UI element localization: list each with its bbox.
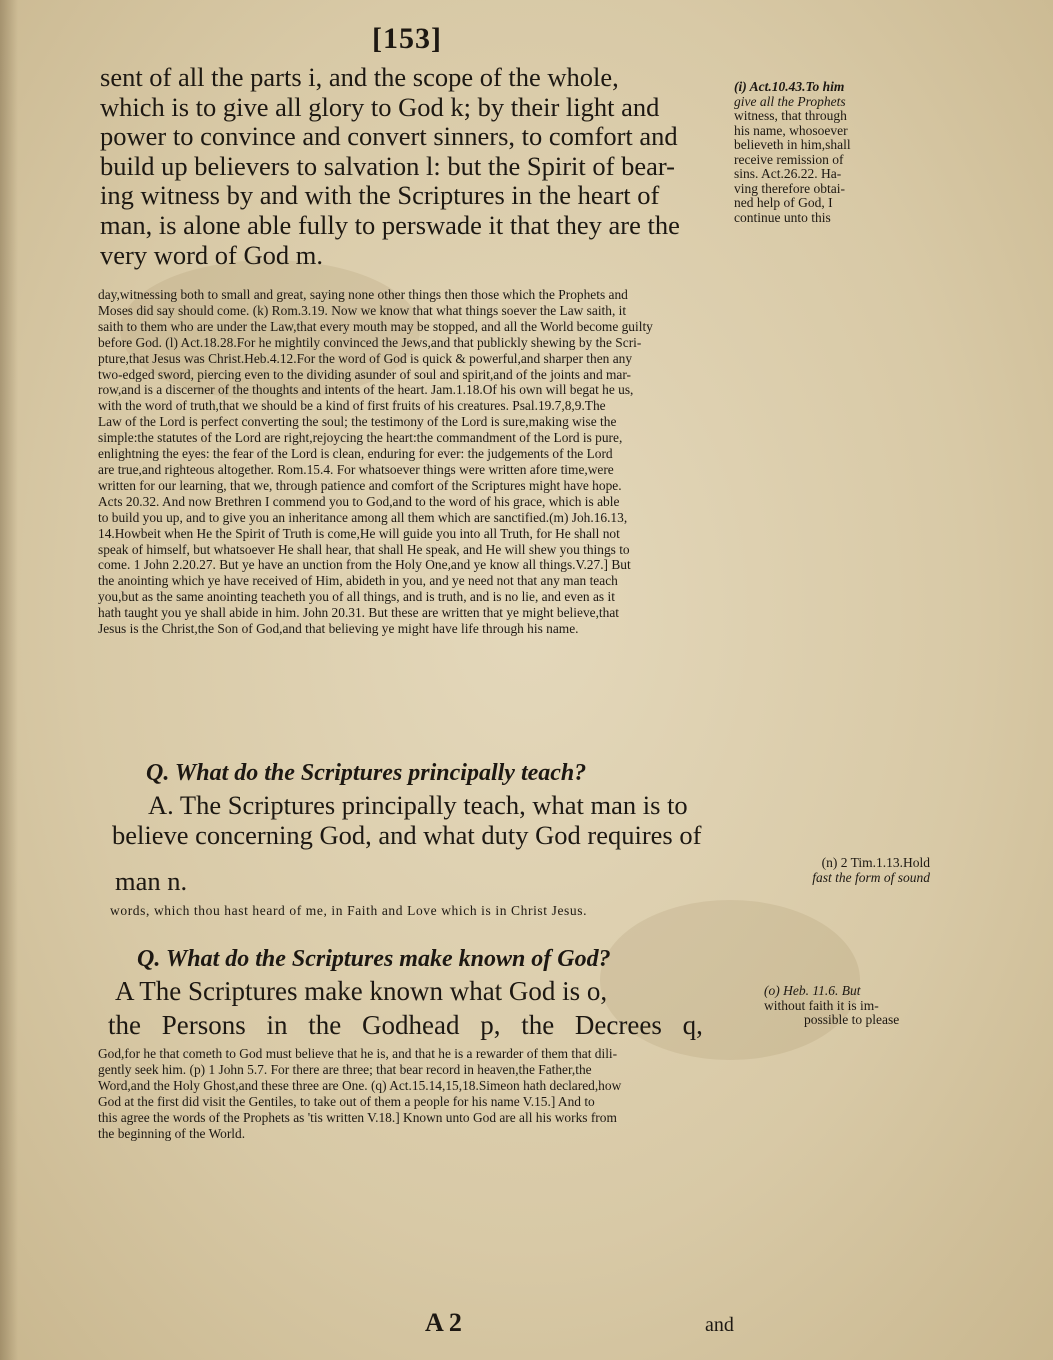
footnote-line: are true,and righteous altogether. Rom.15.4. For whatsoever things were written afore time,were (98, 461, 614, 477)
margin-note-line: his name, whosoever (734, 122, 848, 138)
footnote-line: speak of himself, but whatsoever He shall hear, that shall He speak, and He will shew you things to (98, 541, 630, 557)
margin-note-line: give all the Prophets (734, 93, 846, 109)
answer-line: A The Scriptures make known what God is o, (115, 976, 608, 1006)
footnote-line: the beginning of the World. (98, 1125, 246, 1141)
margin-note-line: possible to please (804, 1012, 900, 1027)
margin-note-line: believeth in him,shall (734, 137, 851, 152)
answer-line: believe concerning God, and what duty God requires of (112, 820, 702, 850)
margin-note-line: fast the form of sound (812, 869, 930, 885)
page-number: [153] (372, 22, 442, 55)
margin-note-line: (n) 2 Tim.1.13.Hold (821, 855, 930, 870)
footnote-line: hath taught you ye shall abide in him. John 20.31. But these are written that ye might believe,that (98, 605, 620, 621)
footnote-line: written for our learning, that we, through patience and comfort of the Scriptures might have hope. (98, 477, 622, 493)
footnote-line: Jesus is the Christ,the Son of God,and that believing ye might have life through his name. (98, 621, 579, 637)
margin-note-line: ned help of God, I (734, 195, 833, 210)
catchword: and (705, 1314, 734, 1336)
margin-note-line: (o) Heb. 11.6. But (764, 983, 861, 998)
main-line: ing witness by and with the Scriptures in the heart of (100, 180, 660, 211)
main-line: man, is alone able fully to perswade it that they are the (100, 209, 680, 240)
answer-paragraph (112, 790, 752, 850)
footnote-line: saith to them who are under the Law,that every mouth may be stopped, and all the World become guilty (98, 318, 653, 334)
margin-note (734, 80, 920, 225)
footnote-line: come. 1 John 2.20.27. But ye have an unction from the Holy One,and ye know all things.V.27.] But (98, 557, 631, 573)
footnote-line: Law of the Lord is perfect converting the soul; the testimony of the Lord is sure,making wise the (98, 414, 617, 430)
note-continuation: words, which thou hast heard of me, in Faith and Love which is in Christ Jesus. (110, 903, 588, 918)
footnote-line: God at the first did visit the Gentiles, to take out of them a people for his name V.15.] And to (98, 1093, 595, 1109)
footnote-line: enlightning the eyes: the fear of the Lord is clean, enduring for ever: the judgements of the Lord (98, 446, 613, 462)
answer-line: man n. (115, 866, 188, 896)
answer-line: the Persons in the Godhead p, the Decrees q, (108, 1010, 703, 1040)
footnote-line: the anointing which ye have received of Him, abideth in you, and ye need not that any man teach (98, 573, 618, 589)
footnote-line: with the word of truth,that we should be a kind of first fruits of his creatures. Psal.19.7,8,9.The (98, 398, 606, 414)
footnote-line: gently seek him. (p) 1 John 5.7. For there are three; that bear record in heaven,the Father,the (98, 1061, 592, 1077)
footnote-line: 14.Howbeit when He the Spirit of Truth is come,He will guide you into all Truth, for He shall not (98, 525, 620, 541)
footnotes-block (98, 287, 916, 637)
page-edge-shadow (0, 0, 18, 1360)
question-heading: Q. What do the Scriptures make known of God? (137, 946, 611, 972)
margin-note-line: sins. Act.26.22. Ha- (734, 166, 842, 181)
footnote-line: row,and is a discerner of the thoughts and intents of the heart. Jam.1.18.Of his own will begat he us, (98, 382, 634, 398)
footnote-line: pture,that Jesus was Christ.Heb.4.12.For the word of God is quick & powerful,and sharper then any (98, 350, 633, 366)
footnote-line: Moses did say should come. (k) Rom.3.19. Now we know that what things soever the Law saith, it (98, 302, 627, 318)
margin-note (764, 984, 934, 1028)
margin-note (760, 856, 930, 885)
signature-mark: A 2 (425, 1308, 462, 1337)
footnote-line: Word,and the Holy Ghost,and these three are One. (q) Act.15.14,15,18.Simeon hath declared,how (98, 1077, 622, 1093)
footnotes-block (98, 1046, 916, 1141)
main-line: build up believers to salvation l: but the Spirit of bear- (100, 150, 675, 181)
footnote-line: to build you up, and to give you an inheritance among all them which are sanctified.(m) Joh.16.13, (98, 509, 628, 525)
footnote-line: before God. (l) Act.18.28.For he mightily convinced the Jews,and that publickly shewing by the Scri- (98, 334, 642, 350)
footnote-line: simple:the statutes of the Lord are right,rejoycing the heart:the commandment of the Lord is pure, (98, 430, 623, 446)
margin-note-line: receive remission of (734, 151, 844, 167)
main-line: very word of God m. (100, 239, 323, 270)
footnote-line: two-edged sword, piercing even to the dividing asunder of soul and spirit,and of the joints and mar- (98, 366, 632, 382)
main-line: which is to give all glory to God k; by their light and (100, 91, 660, 122)
footnote-line: this agree the words of the Prophets as 'tis written V.18.] Known unto God are all his works from (98, 1109, 617, 1125)
main-line: sent of all the parts i, and the scope of the whole, (100, 62, 619, 92)
answer-line: A. The Scriptures principally teach, what man is to (148, 790, 688, 820)
margin-note-line: (i) Act.10.43.To him (734, 79, 845, 94)
question-heading: Q. What do the Scriptures principally teach? (146, 760, 587, 786)
main-paragraph (100, 63, 720, 270)
footnote-line: God,for he that cometh to God must believe that he is, and that he is a rewarder of them that dili- (98, 1046, 618, 1061)
footnote-line: Acts 20.32. And now Brethren I commend you to God,and to the word of his grace, which is able (98, 493, 620, 509)
margin-note-line: without faith it is im- (764, 997, 879, 1013)
margin-note-line: ving therefore obtai- (734, 180, 845, 196)
footnote-line: you,but as the same anointing teacheth you of all things, and is truth, and is no lie, and even as it (98, 589, 615, 605)
margin-note-line: continue unto this (734, 209, 831, 225)
footnote-line: day,witnessing both to small and great, saying none other things then those which the Prophets and (98, 287, 628, 302)
main-line: power to convince and convert sinners, to comfort and (100, 121, 678, 152)
margin-note-line: witness, that through (734, 108, 847, 123)
